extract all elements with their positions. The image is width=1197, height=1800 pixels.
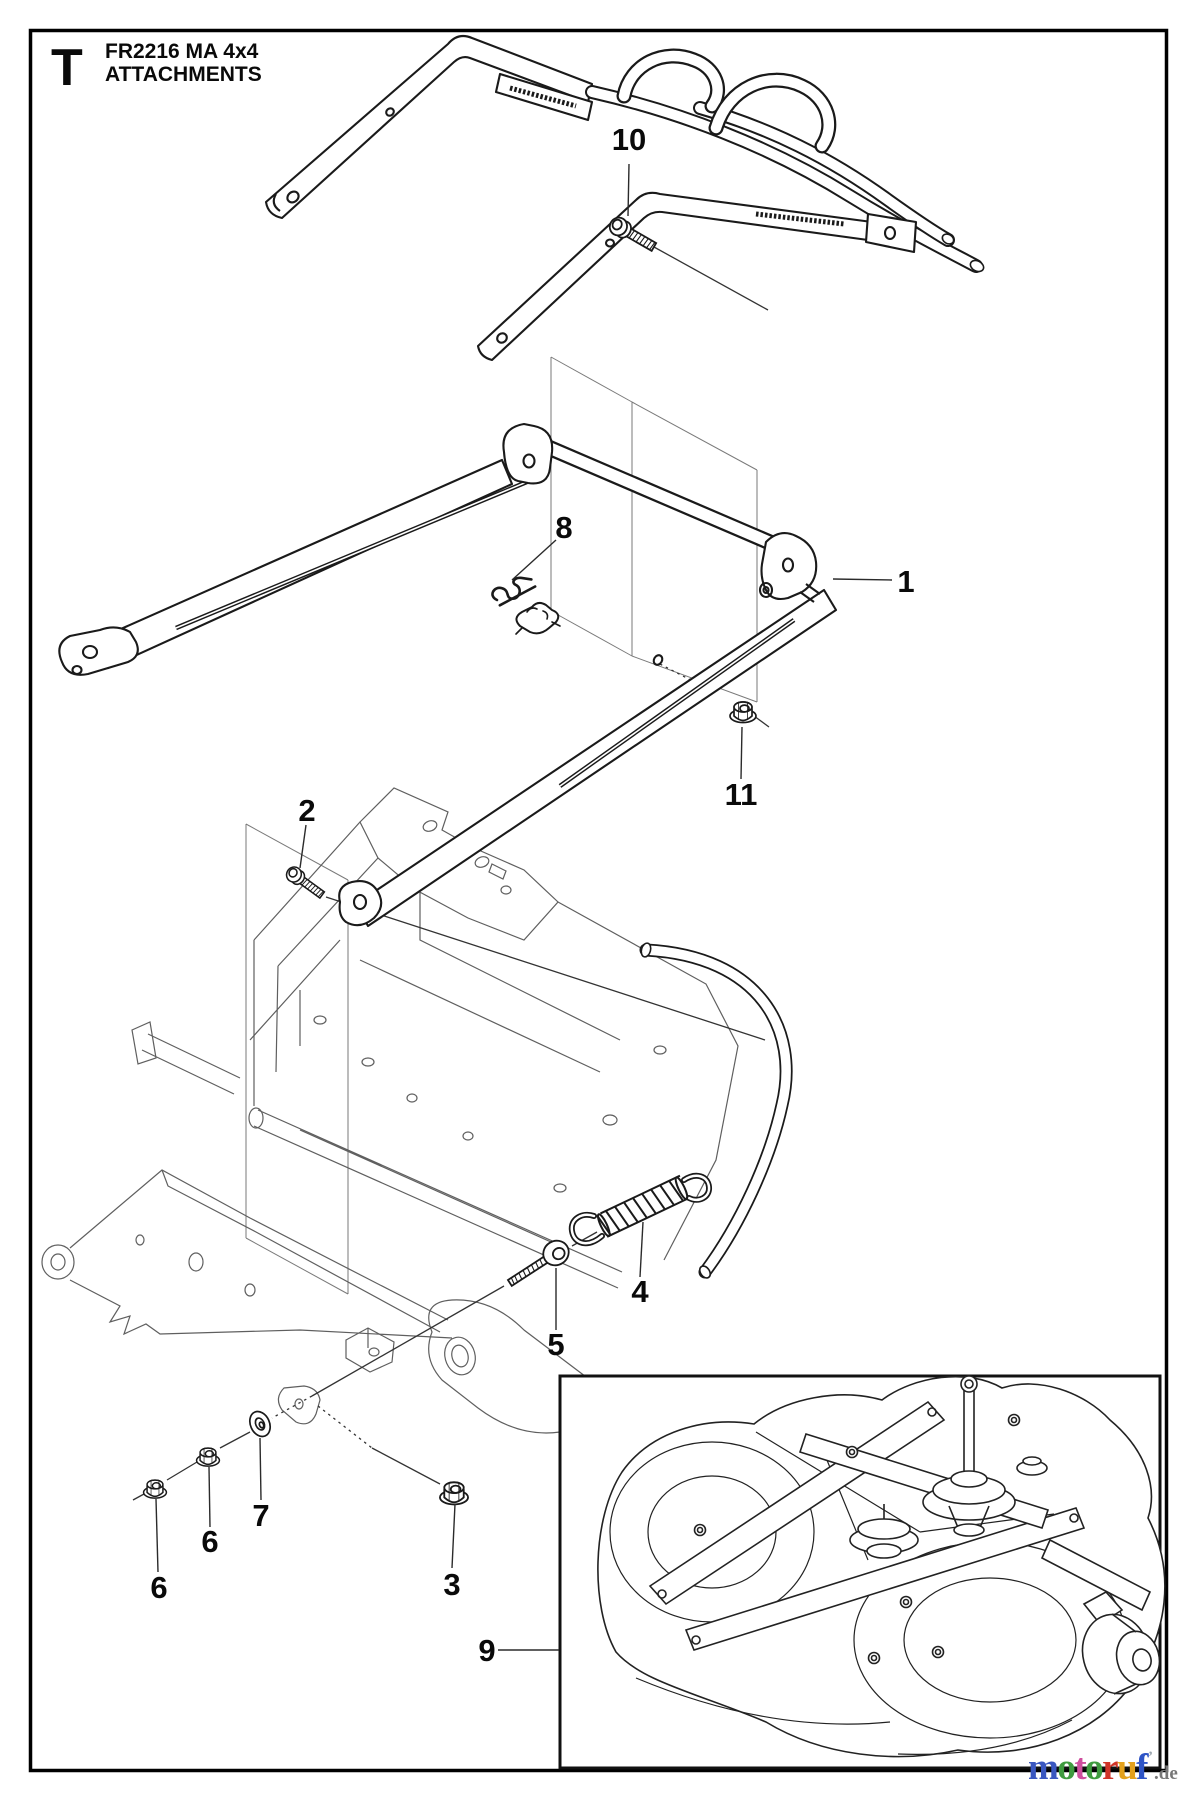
watermark-letter: u <box>1117 1747 1137 1788</box>
part-callout-5: 5 <box>547 1327 565 1362</box>
part-callout-3: 3 <box>443 1567 461 1602</box>
page-title-model: FR2216 MA 4x4 <box>105 40 259 63</box>
bolt-2-drawing <box>284 864 327 901</box>
part-callout-1: 1 <box>897 564 915 599</box>
part-callout-8: 8 <box>555 510 573 545</box>
page-title-section: ATTACHMENTS <box>105 63 262 86</box>
lift-handle-tube-drawing <box>640 942 786 1280</box>
watermark-letter: m <box>1028 1747 1058 1788</box>
part-callout-9: 9 <box>478 1633 496 1668</box>
hairpin-clip-drawing <box>490 572 560 634</box>
part-callout-2: 2 <box>298 793 316 828</box>
washer-7-drawing <box>246 1408 274 1439</box>
watermark-letter: t <box>1074 1747 1086 1788</box>
tension-spring-drawing <box>572 1176 709 1243</box>
part-callout-6b: 6 <box>150 1570 168 1605</box>
upper-lift-frame-drawing <box>266 36 986 360</box>
nut-6b-drawing <box>144 1480 167 1498</box>
attachment-frame-drawing <box>59 424 836 926</box>
part-callout-4: 4 <box>631 1274 649 1309</box>
part-callout-6a: 6 <box>201 1524 219 1559</box>
watermark-letter: o <box>1057 1747 1075 1788</box>
watermark-domain-suffix: .de <box>1154 1763 1178 1784</box>
watermark-letter: o <box>1085 1747 1103 1788</box>
mower-deck-inset <box>560 1376 1165 1768</box>
watermark-tick: ’ <box>1148 1749 1153 1765</box>
watermark-logo <box>1028 1749 1178 1786</box>
part-callout-7: 7 <box>252 1498 270 1533</box>
nut-6a-drawing <box>197 1448 220 1466</box>
part-callout-11: 11 <box>724 777 758 812</box>
assembly-axis-lines <box>133 247 769 1500</box>
nut-3-drawing <box>440 1482 468 1504</box>
watermark-letter: f <box>1136 1747 1147 1788</box>
part-callout-10: 10 <box>611 122 647 157</box>
nut-11-drawing <box>730 702 756 723</box>
eye-bolt-drawing <box>503 1236 573 1293</box>
watermark-letter: r <box>1102 1747 1118 1788</box>
section-tab-letter: T <box>51 39 83 97</box>
